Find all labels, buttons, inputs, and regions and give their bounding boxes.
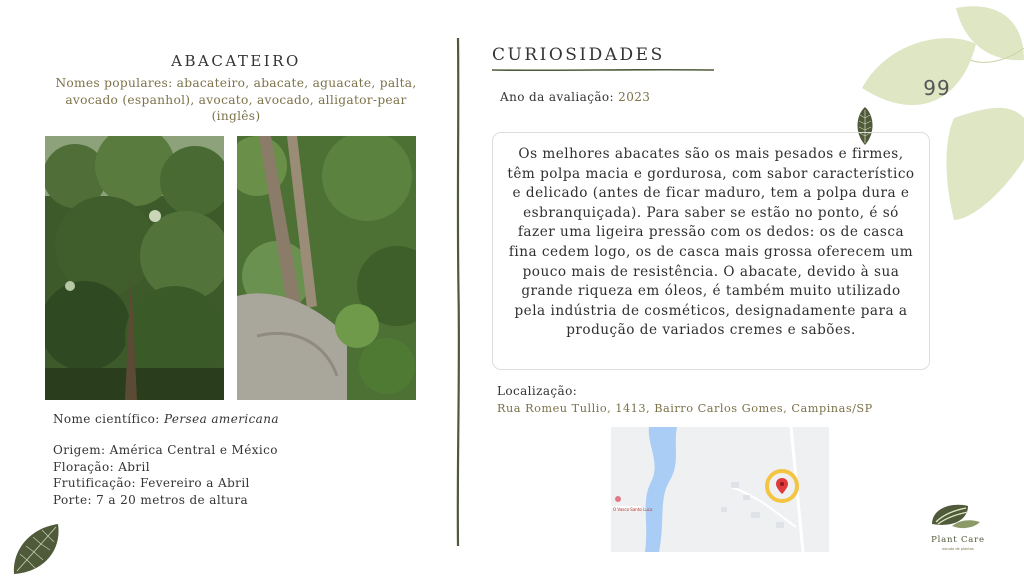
tree-photo-canopy	[45, 136, 224, 400]
leaf-icon	[8, 520, 64, 576]
curiosities-text: Os melhores abacates são os mais pesados e firmes, têm polpa macia e gordurosa, com sabor característico e delicado (antes de ficar maduro, tem a polpa dura e esbranquiçada). Para saber se estão no ponto, é só fazer uma ligeira pressão com os dedos: os de casca fina cedem logo, os de casca mais grossa oferecem um pouco mais de resistência. O abacate, devido à sua grande riqueza em óleos, é também muito utilizado pela indústria de cosméticos, designadamente para a produção de variados cremes e sabões.	[492, 132, 930, 370]
title-underline	[492, 68, 714, 72]
page-number: 99	[923, 76, 951, 100]
year-value: 2023	[618, 90, 651, 104]
origin: Origem: América Central e México	[53, 443, 278, 457]
size: Porte: 7 a 20 metros de altura	[53, 493, 249, 507]
tree-photo-trunk	[237, 136, 416, 400]
popular-names: Nomes populares: abacateiro, abacate, aguacate, palta, avocado (espanhol), avocato, avocado, alligator-pear (inglês)	[55, 76, 417, 123]
scientific-label: Nome científico:	[53, 412, 164, 426]
brand-name: Plant Care	[931, 535, 985, 545]
location-label: Localização:	[497, 384, 578, 398]
scientific-name: Persea americana	[163, 412, 279, 426]
plant-care-logo	[918, 500, 998, 552]
evaluation-year	[500, 90, 650, 104]
location-map[interactable]	[611, 427, 829, 552]
year-label: Ano da avaliação:	[500, 90, 619, 104]
flowering: Floração: Abril	[53, 460, 150, 474]
plant-title: ABACATEIRO	[171, 52, 301, 70]
location-address: Rua Romeu Tullio, 1413, Bairro Carlos Gomes, Campinas/SP	[497, 402, 873, 415]
fruiting: Frutificação: Fevereiro a Abril	[53, 476, 250, 490]
scientific-name-line	[53, 412, 279, 426]
column-divider	[455, 38, 461, 546]
curiosities-title: CURIOSIDADES	[492, 45, 665, 65]
brand-tagline: estudo de plantas	[942, 547, 974, 551]
map-poi-label: O Vasco Santo Luca	[613, 507, 653, 512]
